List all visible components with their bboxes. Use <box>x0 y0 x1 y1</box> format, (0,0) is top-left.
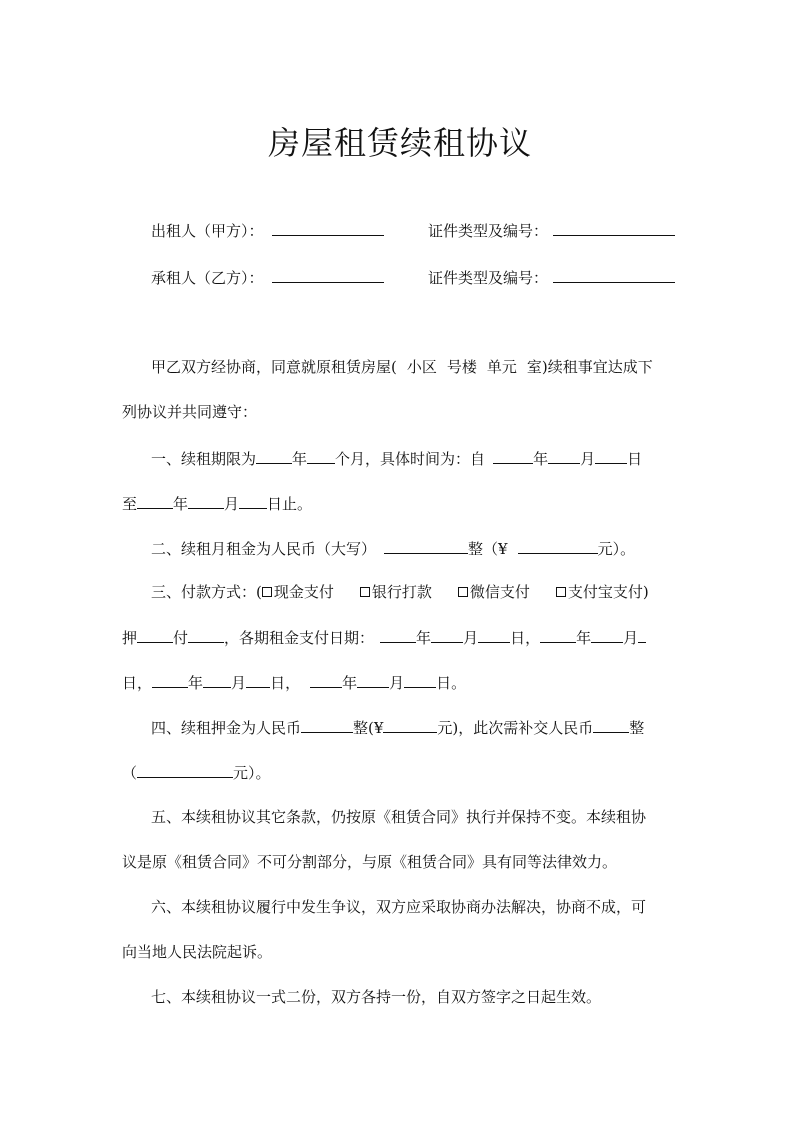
end-month-blank[interactable] <box>188 492 224 509</box>
pay2-day-blank[interactable] <box>638 626 646 643</box>
year-label: 年 <box>173 495 189 513</box>
clause-4-zheng2: 整 <box>629 719 645 737</box>
pay2-month-blank[interactable] <box>591 626 623 643</box>
option-cash[interactable] <box>262 581 334 603</box>
day-sep: 日， <box>510 629 541 647</box>
pay-label: 付 <box>173 629 189 647</box>
pay4-day-blank[interactable] <box>404 671 436 688</box>
option-label: 银行打款 <box>371 583 432 601</box>
option-label: 现金支付 <box>273 583 334 601</box>
clause-2-end: 元）。 <box>597 540 636 558</box>
lessor-id-label: 证件类型及编号： <box>428 222 549 240</box>
clause-6-line-1: 六、本续租协议履行中发生争议，双方应采取协商办法解决，协商不成，可 <box>151 898 647 916</box>
pay4-month-blank[interactable] <box>357 671 389 688</box>
clause-4-mid: 元)，此次需补交人民币 <box>437 719 594 737</box>
intro-text: 甲乙双方经协商，同意就原租赁房屋( <box>151 358 397 376</box>
option-label: 支付宝支付 <box>567 583 643 601</box>
clause-2-line <box>151 537 635 560</box>
lessor-row <box>151 219 384 242</box>
clause-6-line-2: 向当地人民法院起诉。 <box>122 943 273 961</box>
term-years-blank[interactable] <box>256 447 292 464</box>
intro-line-2: 列协议并共同遵守： <box>122 403 258 421</box>
pay3-month-blank[interactable] <box>203 671 231 688</box>
clause-5-line-1: 五、本续租协议其它条款，仍按原《租赁合同》执行并保持不变。本续租协 <box>151 808 647 826</box>
year-label: 年 <box>292 450 308 468</box>
intro-xiaoqu: 小区 <box>406 358 437 376</box>
pay3-year-blank[interactable] <box>152 671 188 688</box>
pay1-year-blank[interactable] <box>380 626 416 643</box>
option-bank[interactable] <box>360 581 432 603</box>
checkbox-icon[interactable] <box>458 587 468 597</box>
clause-1-mid: ，具体时间为：自 <box>365 450 486 468</box>
option-alipay[interactable] <box>556 581 643 603</box>
intro-shi: 室)续租事宜达成下 <box>526 358 653 376</box>
top-up-blank[interactable] <box>593 716 629 733</box>
day-label: 日 <box>627 450 643 468</box>
lessee-id-blank[interactable] <box>553 266 675 283</box>
lessee-id-row <box>428 266 675 289</box>
clause-4-zheng: 整(¥ <box>353 719 384 737</box>
rent-amount-blank[interactable] <box>518 537 598 554</box>
lessor-id-blank[interactable] <box>553 219 675 236</box>
year-label: 年 <box>416 629 432 647</box>
clause-3-close: ) <box>642 583 649 601</box>
month-label: 月 <box>623 629 639 647</box>
clause-4-line-1 <box>151 716 644 739</box>
pay3-day-blank[interactable] <box>246 671 270 688</box>
year-label: 年 <box>188 674 204 692</box>
months-label: 个月 <box>335 450 366 468</box>
start-year-blank[interactable] <box>493 447 533 464</box>
year-label: 年 <box>576 629 592 647</box>
lessor-id-row <box>428 219 675 242</box>
deposit-months-blank[interactable] <box>137 626 173 643</box>
option-label: 微信支付 <box>469 583 530 601</box>
clause-5-line-2: 议是原《租赁合同》不可分割部分，与原《租赁合同》具有同等法律效力。 <box>122 853 618 871</box>
option-wechat[interactable] <box>458 581 530 603</box>
clause-1-prefix: 一、续租期限为 <box>151 450 257 468</box>
day-label: 日 <box>122 674 138 692</box>
clause-2-prefix: 二、续租月租金为人民币（大写） <box>151 540 377 558</box>
month-label: 月 <box>463 629 479 647</box>
checkbox-icon[interactable] <box>556 587 566 597</box>
rent-words-blank[interactable] <box>384 537 468 554</box>
month-label: 月 <box>580 450 596 468</box>
clause-4-line-2 <box>122 761 271 784</box>
clause-4-prefix: 四、续租押金为人民币 <box>151 719 302 737</box>
pay1-month-blank[interactable] <box>431 626 463 643</box>
to-label: 至 <box>122 495 138 513</box>
pay-months-blank[interactable] <box>188 626 224 643</box>
term-months-blank[interactable] <box>307 447 335 464</box>
deposit-label: 押 <box>122 629 138 647</box>
clause-7-line-1: 七、本续租协议一式二份，双方各持一份，自双方签字之日起生效。 <box>151 988 602 1006</box>
month-label: 月 <box>231 674 247 692</box>
lessor-label: 出租人（甲方）： <box>151 222 264 240</box>
clause-3-line-2 <box>122 626 646 649</box>
intro-hao: 号楼 <box>446 358 477 376</box>
sep: ， <box>137 674 153 692</box>
day-sep: 日， <box>270 674 301 692</box>
document-title: 房屋租赁续租协议 <box>267 124 532 162</box>
pay1-day-blank[interactable] <box>478 626 510 643</box>
end-year-blank[interactable] <box>137 492 173 509</box>
start-month-blank[interactable] <box>548 447 580 464</box>
clause-3-end: 日。 <box>436 674 467 692</box>
pay4-year-blank[interactable] <box>310 671 342 688</box>
clause-1-end: 日止。 <box>267 495 313 513</box>
end-day-blank[interactable] <box>239 492 267 509</box>
lessor-name-blank[interactable] <box>272 219 384 236</box>
intro-line-1 <box>151 356 653 378</box>
month-label: 月 <box>224 495 240 513</box>
year-label: 年 <box>533 450 549 468</box>
clause-4-end: 元）。 <box>233 764 271 782</box>
top-up-amount-blank[interactable] <box>137 761 233 778</box>
clause-3-line-1 <box>151 581 649 603</box>
pay-dates-label: ，各期租金支付日期： <box>224 629 375 647</box>
deposit-amount-blank[interactable] <box>383 716 437 733</box>
lessee-label: 承租人（乙方）： <box>151 269 264 287</box>
clause-2-zheng: 整（¥ <box>468 540 508 558</box>
lessee-row <box>151 266 384 289</box>
lessee-id-label: 证件类型及编号： <box>428 269 549 287</box>
clause-3-line-3 <box>122 671 466 694</box>
clause-1-line-2 <box>122 492 312 515</box>
lessee-name-blank[interactable] <box>272 266 384 283</box>
year-label: 年 <box>342 674 358 692</box>
pay2-year-blank[interactable] <box>540 626 576 643</box>
intro-danyuan: 单元 <box>486 358 517 376</box>
checkbox-icon[interactable] <box>262 587 272 597</box>
deposit-words-blank[interactable] <box>301 716 353 733</box>
checkbox-icon[interactable] <box>360 587 370 597</box>
clause-3-prefix: 三、付款方式：( <box>151 583 262 601</box>
clause-1-line-1 <box>151 447 642 470</box>
month-label: 月 <box>389 674 405 692</box>
open-paren: （ <box>122 764 138 782</box>
start-day-blank[interactable] <box>595 447 627 464</box>
